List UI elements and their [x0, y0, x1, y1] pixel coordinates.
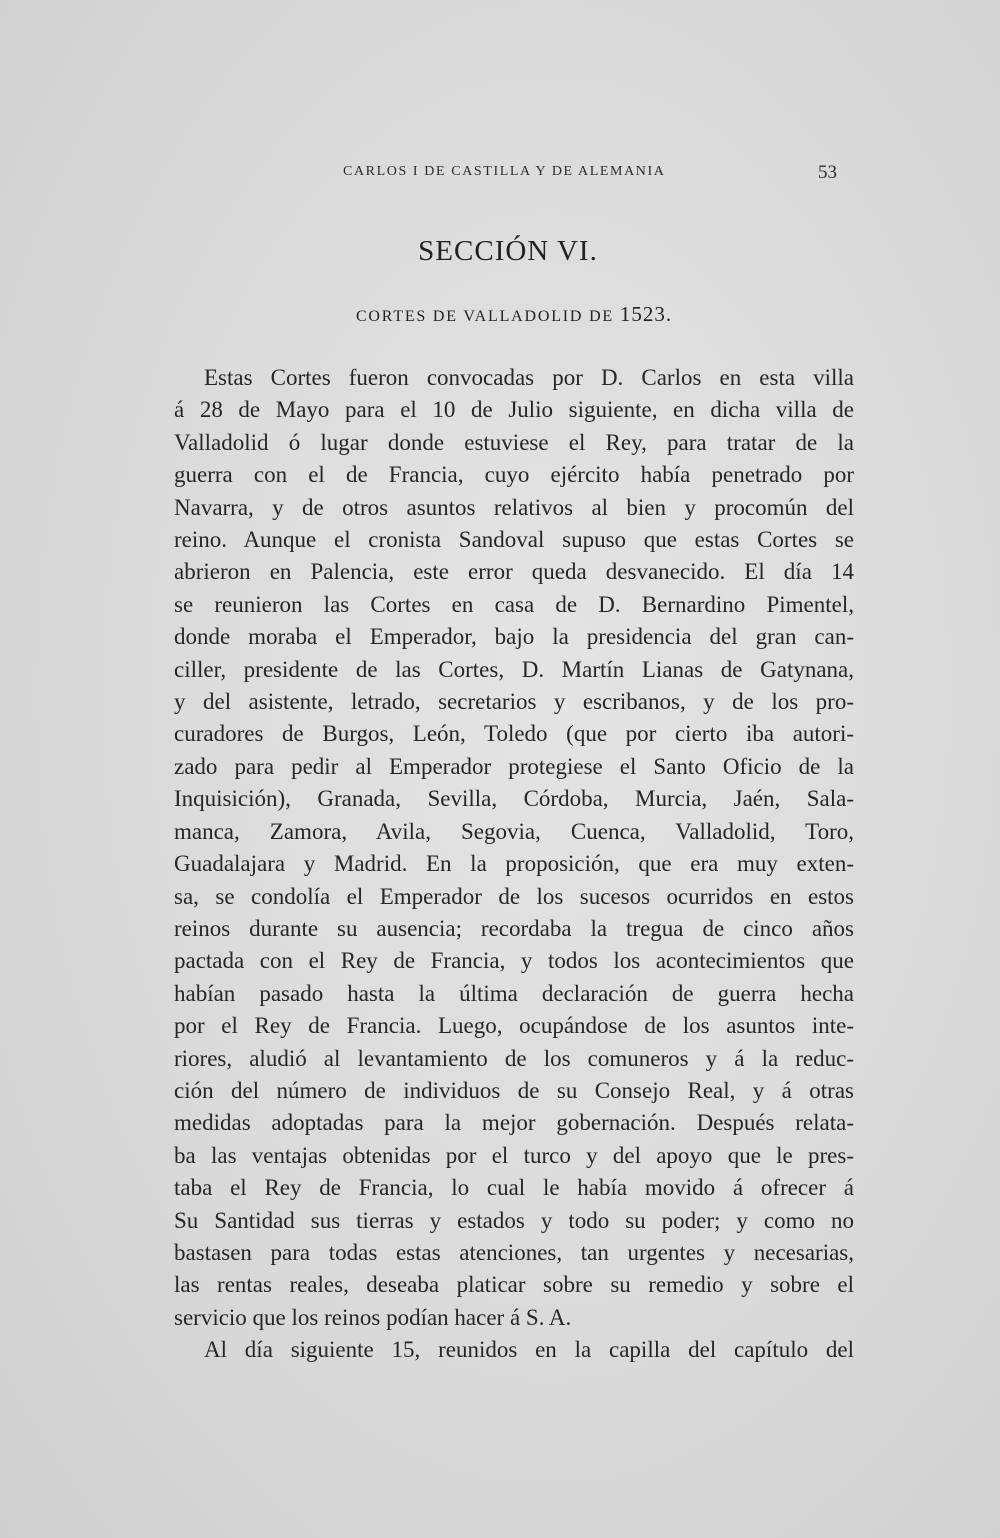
text-line: medidas adoptadas para la mejor gobernación. Después relata- [174, 1110, 854, 1136]
section-subtitle [0, 302, 1000, 327]
text-line: se reunieron las Cortes en casa de D. Bernardino Pimentel, [174, 591, 854, 617]
text-line: ciller, presidente de las Cortes, D. Martín Lianas de Gatynana, [174, 656, 854, 682]
text-line: Al día siguiente 15, reunidos en la capilla del capítulo del [204, 1337, 854, 1363]
text-line: Estas Cortes fueron convocadas por D. Carlos en esta villa [204, 365, 854, 390]
text-line: por el Rey de Francia. Luego, ocupándose de los asuntos inte- [174, 1013, 854, 1039]
text-line: Valladolid ó lugar donde estuviese el Rey, para tratar de la [174, 429, 854, 455]
text-line: servicio que los reinos podían hacer á S. A. [174, 1304, 572, 1330]
text-line: riores, aludió al levantamiento de los comuneros y á la reduc- [174, 1045, 854, 1071]
text-line: reino. Aunque el cronista Sandoval supuso que estas Cortes se [174, 527, 854, 553]
text-line: á 28 de Mayo para el 10 de Julio siguiente, en dicha villa de [174, 397, 854, 423]
text-line: ba las ventajas obtenidas por el turco y del apoyo que le pres- [174, 1142, 854, 1168]
text-line: Guadalajara y Madrid. En la proposición, que era muy exten- [174, 851, 854, 877]
page-number: 53 [818, 162, 837, 183]
text-line: ción del número de individuos de su Consejo Real, y á otras [174, 1077, 854, 1103]
text-line: bastasen para todas estas atenciones, tan urgentes y necesarias, [174, 1239, 854, 1265]
text-line: Inquisición), Granada, Sevilla, Córdoba, Murcia, Jaén, Sala- [174, 786, 854, 812]
running-head: CARLOS I DE CASTILLA Y DE ALEMANIA [343, 164, 666, 179]
text-line: habían pasado hasta la última declaración de guerra hecha [174, 980, 854, 1006]
text-line: guerra con el de Francia, cuyo ejército había penetrado por [174, 462, 854, 488]
text-line: y del asistente, letrado, secretarios y escribanos, y de los pro- [174, 689, 854, 715]
section-title: SECCIÓN VI. [418, 235, 598, 267]
text-line: taba el Rey de Francia, lo cual le había movido á ofrecer á [174, 1175, 854, 1201]
text-line: las rentas reales, deseaba platicar sobre su remedio y sobre el [174, 1272, 854, 1298]
text-line: sa, se condolía el Emperador de los sucesos ocurridos en estos [174, 883, 854, 909]
text-line: abrieron en Palencia, este error queda desvanecido. El día 14 [174, 559, 854, 585]
text-line: Navarra, y de otros asuntos relativos al bien y procomún del [174, 494, 854, 520]
text-line: pactada con el Rey de Francia, y todos los acontecimientos que [174, 948, 854, 974]
text-line: zado para pedir al Emperador protegiese el Santo Oficio de la [174, 753, 854, 779]
subtitle-year: 1523. [619, 302, 673, 326]
text-line: curadores de Burgos, León, Toledo (que por cierto iba autori- [174, 721, 854, 747]
text-line: reinos durante su ausencia; recordaba la tregua de cinco años [174, 915, 854, 941]
subtitle-text: CORTES DE VALLADOLID DE [355, 308, 620, 325]
text-line: manca, Zamora, Avila, Segovia, Cuenca, Valladolid, Toro, [174, 818, 854, 844]
body-text [174, 362, 854, 1367]
text-line: Su Santidad sus tierras y estados y todo su poder; y como no [174, 1207, 854, 1233]
text-line: donde moraba el Emperador, bajo la presidencia del gran can- [174, 624, 854, 650]
